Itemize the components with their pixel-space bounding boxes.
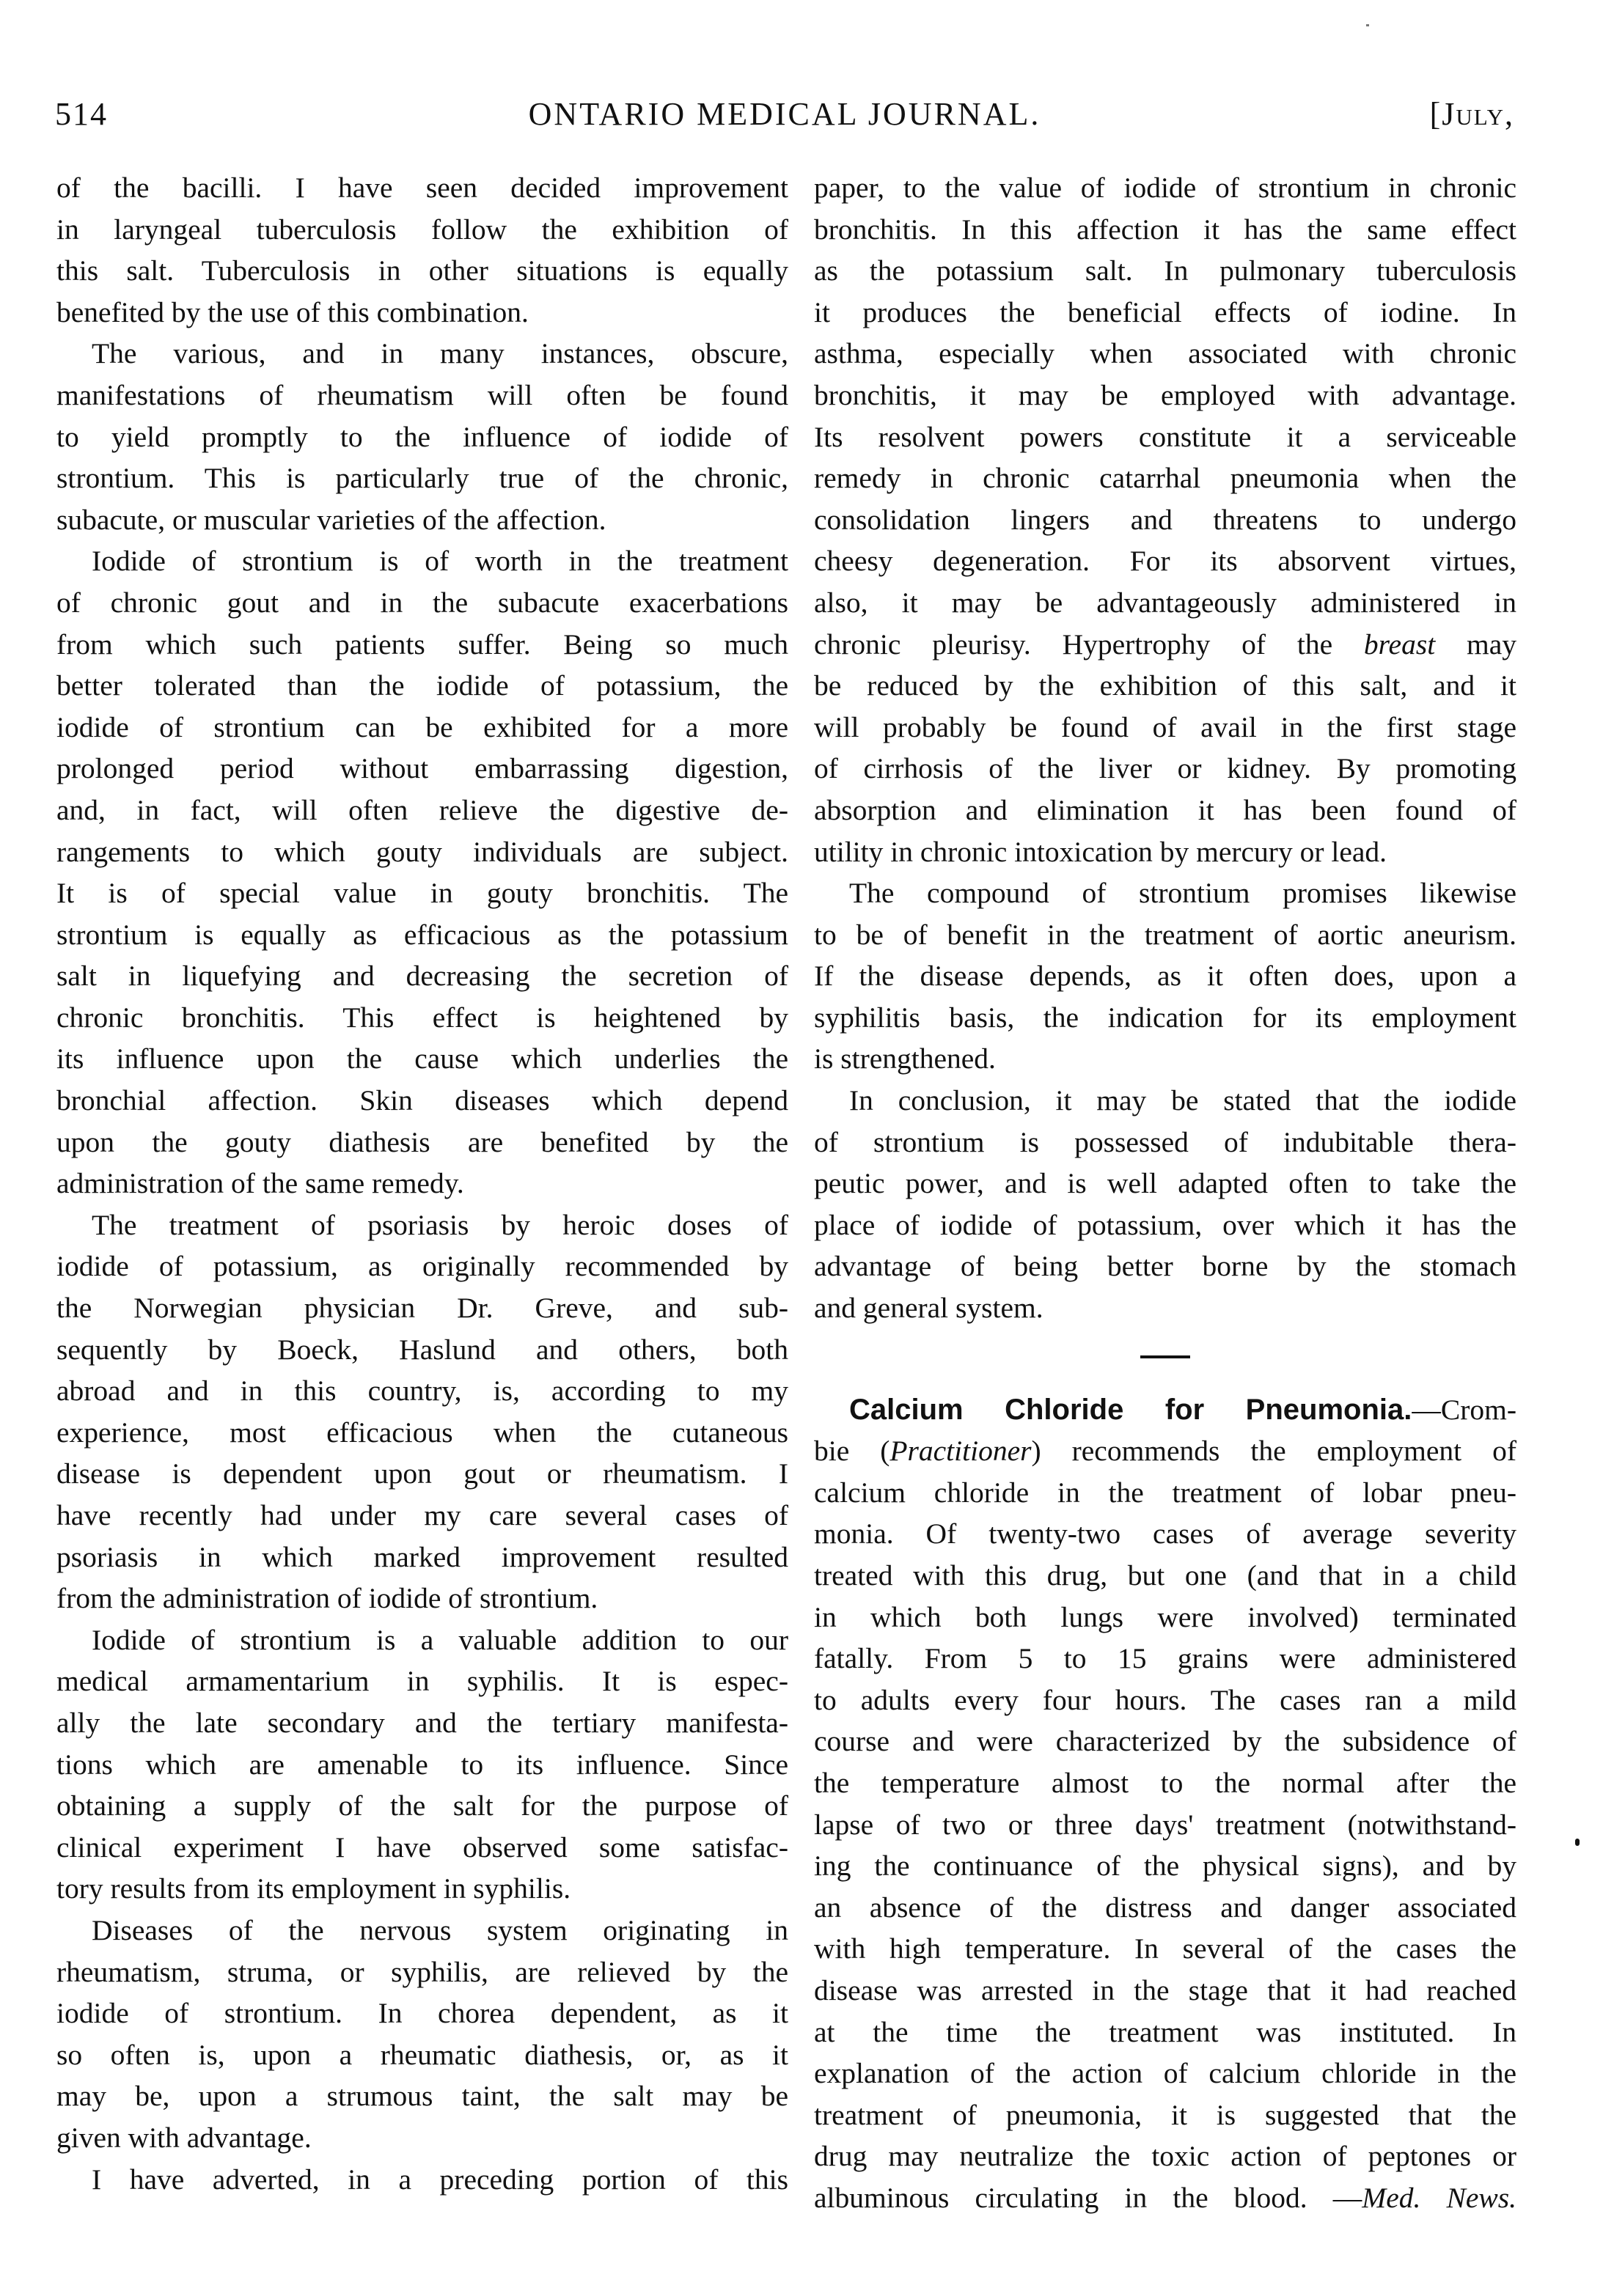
text-line: bronchitis, it may be employed with advantage.	[814, 378, 1516, 411]
text-line: If the disease depends, as it often does, upon a	[814, 960, 1516, 993]
text-line: with high temperature. In several of the cases the	[814, 1932, 1516, 1965]
text-line: treated with this drug, but one (and that in a child	[814, 1559, 1516, 1592]
text-line: in laryngeal tuberculosis follow the exhibition of	[56, 213, 788, 246]
text-line: It is of special value in gouty bronchitis. The	[56, 877, 788, 910]
text-line: bronchial affection. Skin diseases which depend	[56, 1084, 788, 1117]
text-line: in which both lungs were involved) terminated	[814, 1600, 1516, 1633]
text-line: from the administration of iodide of strontium.	[56, 1582, 598, 1615]
text-line: ing the continuance of the physical signs), and by	[814, 1850, 1516, 1883]
running-header	[55, 95, 1514, 147]
text-line: iodide of strontium. In chorea dependent, as it	[56, 1997, 788, 2030]
right-column	[814, 167, 1516, 2219]
text-line: Diseases of the nervous system originating in	[92, 1913, 788, 1946]
text-line: drug may neutralize the toxic action of peptones or	[814, 2140, 1516, 2173]
text-line: and general system.	[814, 1292, 1043, 1325]
text-line: disease is dependent upon gout or rheumatism. I	[56, 1457, 788, 1490]
news-item-calcium-chloride	[814, 1389, 1516, 2219]
text-line: also, it may be advantageously administered in	[814, 586, 1516, 619]
text-segment: chronic pleurisy. Hypertrophy of the	[814, 628, 1364, 661]
text-line: of cirrhosis of the liver or kidney. By promoting	[814, 752, 1516, 785]
text-line: its influence upon the cause which underlies the	[56, 1042, 788, 1075]
scan-speck	[1575, 1839, 1580, 1846]
text-line: salt in liquefying and decreasing the secretion of	[56, 960, 788, 993]
text-line: The compound of strontium promises likewise	[849, 877, 1516, 910]
text-line: Its resolvent powers constitute it a serviceable	[814, 420, 1516, 453]
text-line: tions which are amenable to its influence. Since	[56, 1748, 788, 1781]
text-line: lapse of two or three days' treatment (notwithstand-	[814, 1808, 1516, 1841]
text-line: rheumatism, struma, or syphilis, are relieved by the	[56, 1955, 788, 1988]
text-line: sequently by Boeck, Haslund and others, both	[56, 1333, 788, 1366]
text-line: strontium. This is particularly true of the chronic,	[56, 462, 788, 495]
text-line: from which such patients suffer. Being so much	[56, 628, 788, 661]
journal-title: ONTARIO MEDICAL JOURNAL.	[528, 96, 1041, 132]
text-line: paper, to the value of iodide of strontium in chronic	[814, 172, 1516, 204]
text-line: psoriasis in which marked improvement resulted	[56, 1540, 788, 1573]
text-line: may be, upon a strumous taint, the salt may be	[56, 2080, 788, 2113]
italic-text: breast	[1363, 628, 1436, 661]
news-headline: Calcium Chloride for Pneumonia.	[849, 1393, 1412, 1426]
text-line: calcium chloride in the treatment of lobar pneu-	[814, 1476, 1516, 1509]
text-line: experience, most efficacious when the cutaneous	[56, 1416, 788, 1449]
text-line: this salt. Tuberculosis in other situations is equally	[56, 254, 788, 287]
text-line: I have adverted, in a preceding portion of this	[92, 2163, 788, 2196]
text-line: chronic bronchitis. This effect is heightened by	[56, 1001, 788, 1034]
text-line: administration of the same remedy.	[56, 1167, 464, 1200]
page-number: 514	[55, 96, 108, 132]
text-line: consolidation lingers and threatens to undergo	[814, 503, 1516, 536]
text-line: The treatment of psoriasis by heroic doses of	[92, 1208, 788, 1241]
text-line	[814, 1430, 1516, 1472]
text-line: ally the late secondary and the tertiary manifesta-	[56, 1706, 788, 1739]
scan-speck	[1366, 24, 1369, 26]
text-line: of the bacilli. I have seen decided improvement	[56, 172, 788, 204]
text-line: better tolerated than the iodide of potassium, the	[56, 669, 788, 702]
text-line: as the potassium salt. In pulmonary tuberculosis	[814, 254, 1516, 287]
text-line: the temperature almost to the normal after the	[814, 1766, 1516, 1799]
text-line: bronchitis. In this affection it has the same effect	[814, 213, 1516, 246]
text-line: fatally. From 5 to 15 grains were administered	[814, 1642, 1516, 1675]
text-line: the Norwegian physician Dr. Greve, and sub-	[56, 1292, 788, 1325]
news-headline-line	[814, 1389, 1516, 1431]
text-line: In conclusion, it may be stated that the iodide	[849, 1084, 1516, 1117]
text-line: it produces the beneficial effects of iodine. In	[814, 295, 1516, 328]
text-line: Iodide of strontium is a valuable addition to our	[92, 1623, 788, 1656]
text-line: place of iodide of potassium, over which it has the	[814, 1208, 1516, 1241]
text-line: to be of benefit in the treatment of aortic aneurism.	[814, 918, 1516, 951]
issue-month: [July,	[1429, 96, 1514, 132]
text-line: obtaining a supply of the salt for the purpose of	[56, 1789, 788, 1822]
text-line: utility in chronic intoxication by mercury or lead.	[814, 835, 1387, 868]
text-line: treatment of pneumonia, it is suggested that the	[814, 2098, 1516, 2131]
text-line: advantage of being better borne by the stomach	[814, 1250, 1516, 1283]
text-line: prolonged period without embarrassing digestion,	[56, 752, 788, 785]
text-line: rangements to which gouty individuals are subject.	[56, 835, 788, 868]
text-line: an absence of the distress and danger associated	[814, 1891, 1516, 1924]
news-body	[814, 1430, 1516, 2218]
text-line: The various, and in many instances, obscure,	[92, 337, 788, 370]
text-line: disease was arrested in the stage that it had reached	[814, 1973, 1516, 2006]
text-line: tory results from its employment in syphilis.	[56, 1872, 571, 1905]
left-column	[56, 167, 788, 2200]
text-line: so often is, upon a rheumatic diathesis, or, as it	[56, 2038, 788, 2071]
text-line: iodide of potassium, as originally recommended by	[56, 1250, 788, 1283]
text-line: syphilitis basis, the indication for its employment	[814, 1001, 1516, 1034]
text-line: to yield promptly to the influence of iodide of	[56, 420, 788, 453]
text-line: clinical experiment I have observed some satisfac-	[56, 1830, 788, 1863]
text-line: course and were characterized by the subsidence of	[814, 1725, 1516, 1758]
text-line: upon the gouty diathesis are benefited by the	[56, 1125, 788, 1158]
text-line: be reduced by the exhibition of this salt, and it	[814, 669, 1516, 702]
section-separator-rule	[1140, 1355, 1190, 1358]
text-line: subacute, or muscular varieties of the affection.	[56, 503, 606, 536]
text-line	[814, 2177, 1516, 2219]
text-segment: may	[1435, 628, 1516, 661]
text-line: of strontium is possessed of indubitable thera-	[814, 1125, 1516, 1158]
text-line: strontium is equally as efficacious as the potassium	[56, 918, 788, 951]
text-segment: albuminous circulating in the blood. —	[814, 2181, 1362, 2214]
text-line: absorption and elimination it has been found of	[814, 793, 1516, 826]
text-line: cheesy degeneration. For its absorvent virtues,	[814, 545, 1516, 578]
text-line: iodide of strontium can be exhibited for a more	[56, 710, 788, 743]
text-line: have recently had under my care several cases of	[56, 1499, 788, 1531]
italic-text: Practitioner	[889, 1435, 1032, 1468]
text-segment: ) recommends the employment of	[1031, 1435, 1516, 1468]
text-line: remedy in chronic catarrhal pneumonia when the	[814, 462, 1516, 495]
text-line: monia. Of twenty-two cases of average severity	[814, 1517, 1516, 1550]
text-line: benefited by the use of this combination.	[56, 295, 529, 328]
text-line: of chronic gout and in the subacute exacerbations	[56, 586, 788, 619]
text-line	[814, 624, 1516, 666]
text-segment: bie (	[814, 1435, 890, 1468]
text-line: to adults every four hours. The cases ran a mild	[814, 1683, 1516, 1716]
text-line: peutic power, and is well adapted often to take the	[814, 1167, 1516, 1200]
text-line: manifestations of rheumatism will often be found	[56, 378, 788, 411]
article-continuation	[814, 167, 1516, 1329]
text-line: will probably be found of avail in the first stage	[814, 710, 1516, 743]
text-line: abroad and in this country, is, according to my	[56, 1375, 788, 1408]
text-line: at the time the treatment was instituted. In	[814, 2015, 1516, 2048]
text-line: asthma, especially when associated with chronic	[814, 337, 1516, 370]
text-line: medical armamentarium in syphilis. It is espec-	[56, 1665, 788, 1698]
text-line: explanation of the action of calcium chloride in the	[814, 2057, 1516, 2090]
text-line: Iodide of strontium is of worth in the treatment	[92, 545, 788, 578]
text-line: is strengthened.	[814, 1042, 996, 1075]
news-headline-continuation: —Crom-	[1412, 1393, 1516, 1426]
text-line: given with advantage.	[56, 2121, 312, 2154]
text-line: and, in fact, will often relieve the digestive de-	[56, 793, 788, 826]
italic-text: Med. News.	[1362, 2181, 1516, 2214]
